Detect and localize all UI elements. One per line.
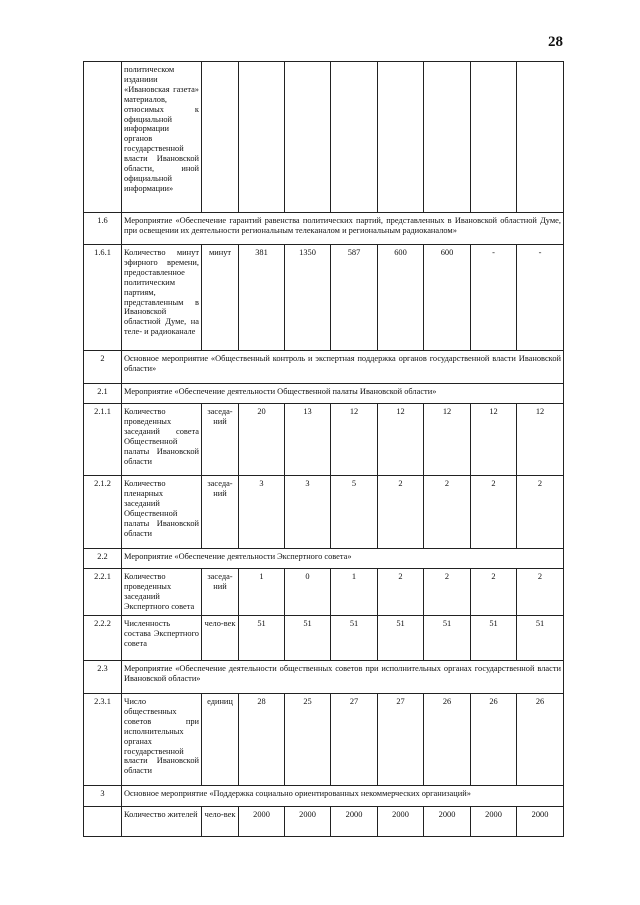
row-number: 2.1.1: [84, 404, 122, 476]
row-number: 1.6: [84, 213, 122, 245]
value-cell: [471, 62, 517, 213]
value-cell: 12: [424, 404, 471, 476]
value-cell: [424, 62, 471, 213]
value-cell: [285, 62, 331, 213]
section-row: [84, 661, 564, 694]
value-cell: 2: [517, 569, 564, 616]
value-cell: 3: [239, 476, 285, 549]
indicator-name: Число общественных советов при исполнительных органах государственной власти Ивановской области: [122, 694, 202, 786]
unit: [202, 62, 239, 213]
row-number: 2.2.1: [84, 569, 122, 616]
unit: чело-век: [202, 616, 239, 661]
value-cell: 12: [331, 404, 378, 476]
section-title: Мероприятие «Обеспечение деятельности общественных советов при исполнительных органах государственной власти Ивановской области»: [122, 661, 564, 694]
section-row: [84, 549, 564, 569]
value-cell: 5: [331, 476, 378, 549]
value-cell: 2000: [285, 807, 331, 837]
unit: чело-век: [202, 807, 239, 837]
value-cell: 2000: [471, 807, 517, 837]
value-cell: 600: [424, 245, 471, 351]
table-row: [84, 694, 564, 786]
indicator-name: Количество проведенных заседаний Экспертного совета: [122, 569, 202, 616]
section-row: [84, 786, 564, 807]
indicator-name: политическом изданиии «Ивановская газета» материалов, относимых к официальной информации органов государственной власти Ивановской области, иной официальной информации»: [122, 62, 202, 213]
value-cell: 2: [424, 476, 471, 549]
value-cell: 2: [471, 569, 517, 616]
value-cell: 25: [285, 694, 331, 786]
value-cell: 600: [378, 245, 424, 351]
value-cell: 2: [471, 476, 517, 549]
value-cell: 26: [424, 694, 471, 786]
indicators-table: [83, 61, 564, 837]
value-cell: 2: [424, 569, 471, 616]
value-cell: 51: [517, 616, 564, 661]
indicator-name: Количество проведенных заседаний совета Общественной палаты Ивановской области: [122, 404, 202, 476]
row-number: 3: [84, 786, 122, 807]
value-cell: [517, 62, 564, 213]
indicator-name: Количество пленарных заседаний Общественной палаты Ивановской области: [122, 476, 202, 549]
page-number: 28: [548, 34, 563, 50]
value-cell: 2000: [239, 807, 285, 837]
value-cell: 12: [471, 404, 517, 476]
section-row: [84, 213, 564, 245]
value-cell: 2: [517, 476, 564, 549]
value-cell: 1: [331, 569, 378, 616]
value-cell: 1: [239, 569, 285, 616]
row-number: 2.1: [84, 384, 122, 404]
value-cell: 13: [285, 404, 331, 476]
value-cell: 12: [378, 404, 424, 476]
value-cell: 26: [517, 694, 564, 786]
section-title: Основное мероприятие «Поддержка социально ориентированных некоммерческих организаций»: [122, 786, 564, 807]
value-cell: 2: [378, 476, 424, 549]
value-cell: 2: [378, 569, 424, 616]
unit: заседа-ний: [202, 404, 239, 476]
table-row: [84, 476, 564, 549]
value-cell: -: [471, 245, 517, 351]
unit: минут: [202, 245, 239, 351]
section-title: Мероприятие «Обеспечение деятельности Общественной палаты Ивановской области»: [122, 384, 564, 404]
table-row: [84, 62, 564, 213]
section-title: Мероприятие «Обеспечение гарантий равенства политических партий, представленных в Ивановской областной Думе, при освещении их деятельности региональным телеканалом и региональным радиоканалом»: [122, 213, 564, 245]
indicator-name: Количество минут эфирного времени, предоставленное политическим партиям, представленным в Ивановской областной Думе, на теле- и радиоканале: [122, 245, 202, 351]
row-number: 2.3: [84, 661, 122, 694]
value-cell: [331, 62, 378, 213]
value-cell: 27: [378, 694, 424, 786]
value-cell: [239, 62, 285, 213]
value-cell: 20: [239, 404, 285, 476]
value-cell: [378, 62, 424, 213]
value-cell: 51: [285, 616, 331, 661]
row-number: [84, 62, 122, 213]
value-cell: 2000: [424, 807, 471, 837]
value-cell: 0: [285, 569, 331, 616]
value-cell: 1350: [285, 245, 331, 351]
value-cell: 2000: [331, 807, 378, 837]
section-title: Мероприятие «Обеспечение деятельности Экспертного совета»: [122, 549, 564, 569]
value-cell: 51: [424, 616, 471, 661]
value-cell: 51: [331, 616, 378, 661]
section-title: Основное мероприятие «Общественный контроль и экспертная поддержка органов государственной власти Ивановской области»: [122, 351, 564, 384]
row-number: 2.2: [84, 549, 122, 569]
value-cell: 12: [517, 404, 564, 476]
value-cell: 28: [239, 694, 285, 786]
indicator-name: Количество жителей: [122, 807, 202, 837]
value-cell: 51: [239, 616, 285, 661]
row-number: 2.2.2: [84, 616, 122, 661]
unit: единиц: [202, 694, 239, 786]
value-cell: 2000: [378, 807, 424, 837]
table-row: [84, 807, 564, 837]
table-row: [84, 245, 564, 351]
value-cell: 27: [331, 694, 378, 786]
value-cell: 51: [378, 616, 424, 661]
value-cell: 381: [239, 245, 285, 351]
row-number: 1.6.1: [84, 245, 122, 351]
table-row: [84, 616, 564, 661]
table-row: [84, 404, 564, 476]
row-number: 2.1.2: [84, 476, 122, 549]
value-cell: 51: [471, 616, 517, 661]
row-number: 2.3.1: [84, 694, 122, 786]
unit: заседа-ний: [202, 569, 239, 616]
value-cell: -: [517, 245, 564, 351]
section-row: [84, 351, 564, 384]
table-row: [84, 569, 564, 616]
row-number: 2: [84, 351, 122, 384]
value-cell: 26: [471, 694, 517, 786]
value-cell: 3: [285, 476, 331, 549]
row-number: [84, 807, 122, 837]
unit: заседа-ний: [202, 476, 239, 549]
value-cell: 2000: [517, 807, 564, 837]
value-cell: 587: [331, 245, 378, 351]
indicator-name: Численность состава Экспертного совета: [122, 616, 202, 661]
section-row: [84, 384, 564, 404]
